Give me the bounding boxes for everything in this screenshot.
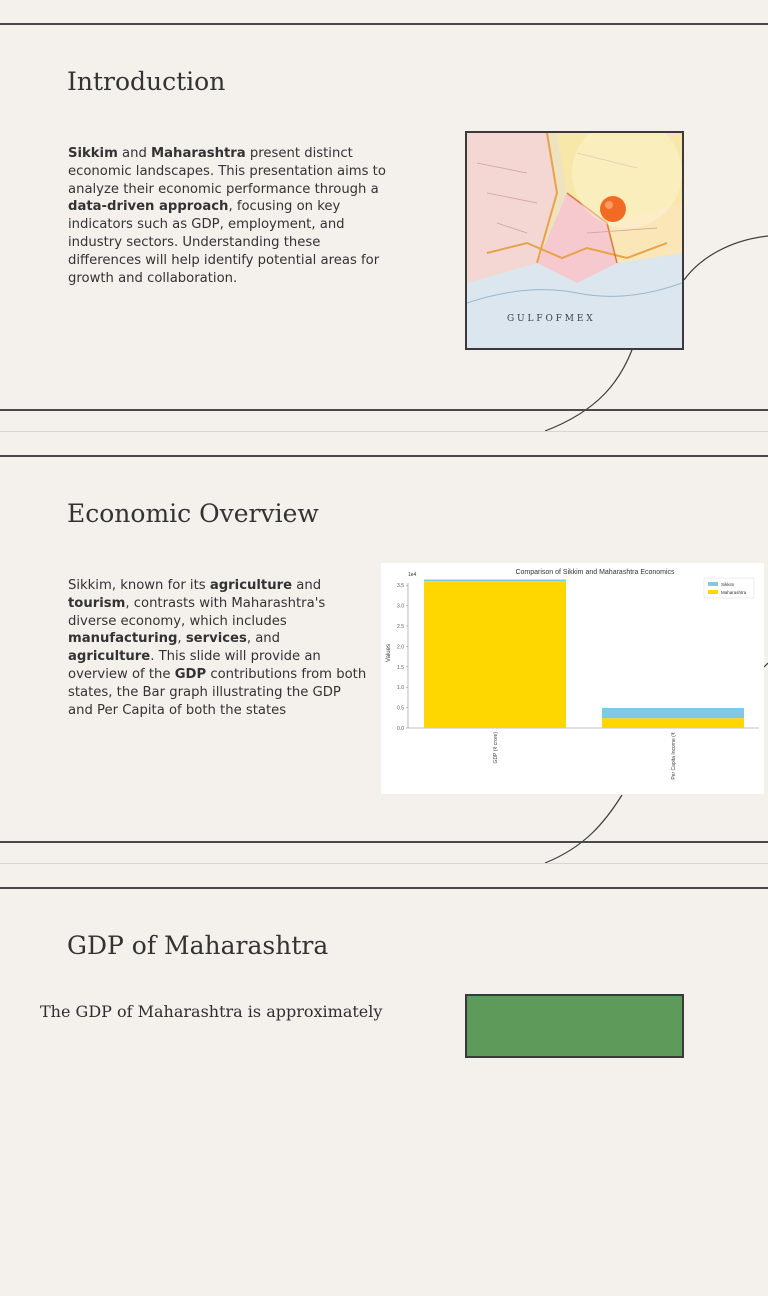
legend-swatch-maharashtra (708, 590, 718, 594)
x-tick-label: Per Capita Income (₹ (671, 732, 677, 780)
legend-label-maharashtra: Maharashtra (721, 590, 747, 595)
chart-svg (381, 563, 764, 794)
slide-title: Introduction (67, 67, 226, 96)
y-tick-label: 3.0 (397, 603, 404, 610)
bold-term: GDP (174, 666, 207, 682)
map-gulf-label: G U L F O F M E X (507, 314, 593, 324)
y-tick-label: 0.0 (397, 726, 404, 732)
bold-term: services (185, 631, 247, 647)
slide-gdp-maharashtra (0, 864, 768, 1296)
chart-scale-label: 1e4 (408, 572, 417, 578)
slide-introduction (0, 0, 768, 432)
legend-swatch-sikkim (708, 582, 718, 586)
slide-bottom-rule (0, 841, 768, 843)
bold-term: Maharashtra (151, 146, 246, 161)
chart-title: Comparison of Sikkim and Maharashtra Economics (515, 569, 675, 576)
legend-label-sikkim: Sikkim (721, 582, 735, 587)
bold-term: agriculture (209, 578, 293, 593)
slide-body-text: The GDP of Maharashtra is approximately (40, 1002, 383, 1021)
y-tick-label: 2.5 (397, 624, 404, 630)
bold-term: data-driven approach (68, 199, 229, 215)
gdp-image (465, 994, 684, 1058)
bar-sikkim-1 (602, 708, 744, 718)
slide-bottom-rule (0, 409, 768, 411)
slide-title: Economic Overview (67, 499, 319, 528)
bar-chart (381, 563, 764, 794)
legend-box (704, 578, 754, 598)
slide-separator (0, 431, 768, 432)
slide-body-text: Sikkim, known for its agriculture and tourism, contrasts with Maharashtra's diverse economy, which includes manufacturing, services, and agriculture. This slide will provide an overview of the GDP contributions from both states, the Bar graph illustrating the GDP and Per Capita of both the states (68, 578, 367, 718)
x-tick-label: GDP (₹ crore) (493, 732, 499, 764)
slide-title: GDP of Maharashtra (67, 931, 329, 960)
bar-sikkim-0 (424, 579, 566, 581)
bar-maharashtra-0 (424, 581, 566, 728)
connector-curve (0, 0, 768, 432)
bold-term: tourism (68, 595, 126, 611)
bold-term: Sikkim (68, 146, 118, 161)
y-tick-label: 3.5 (397, 583, 404, 590)
slide-body-text: Sikkim and Maharashtra present distinct economic landscapes. This presentation aims to analyze their economic performance through a data-driven approach, focusing on key indicators such as GDP, employment, and industry sectors. Understanding these differences will help identify potential areas for growth and collaboration. (68, 146, 386, 286)
bold-term: manufacturing (68, 631, 178, 647)
y-tick-label: 2.0 (397, 644, 404, 651)
bar-maharashtra-1 (602, 718, 744, 728)
slide-top-rule (0, 887, 768, 889)
y-tick-label: 1.5 (397, 664, 404, 671)
y-axis-label: Values (386, 644, 392, 662)
y-tick-label: 0.5 (397, 705, 404, 712)
y-tick-label: 1.0 (397, 685, 404, 692)
slide-separator (0, 863, 768, 864)
bold-term: agriculture (68, 649, 151, 665)
